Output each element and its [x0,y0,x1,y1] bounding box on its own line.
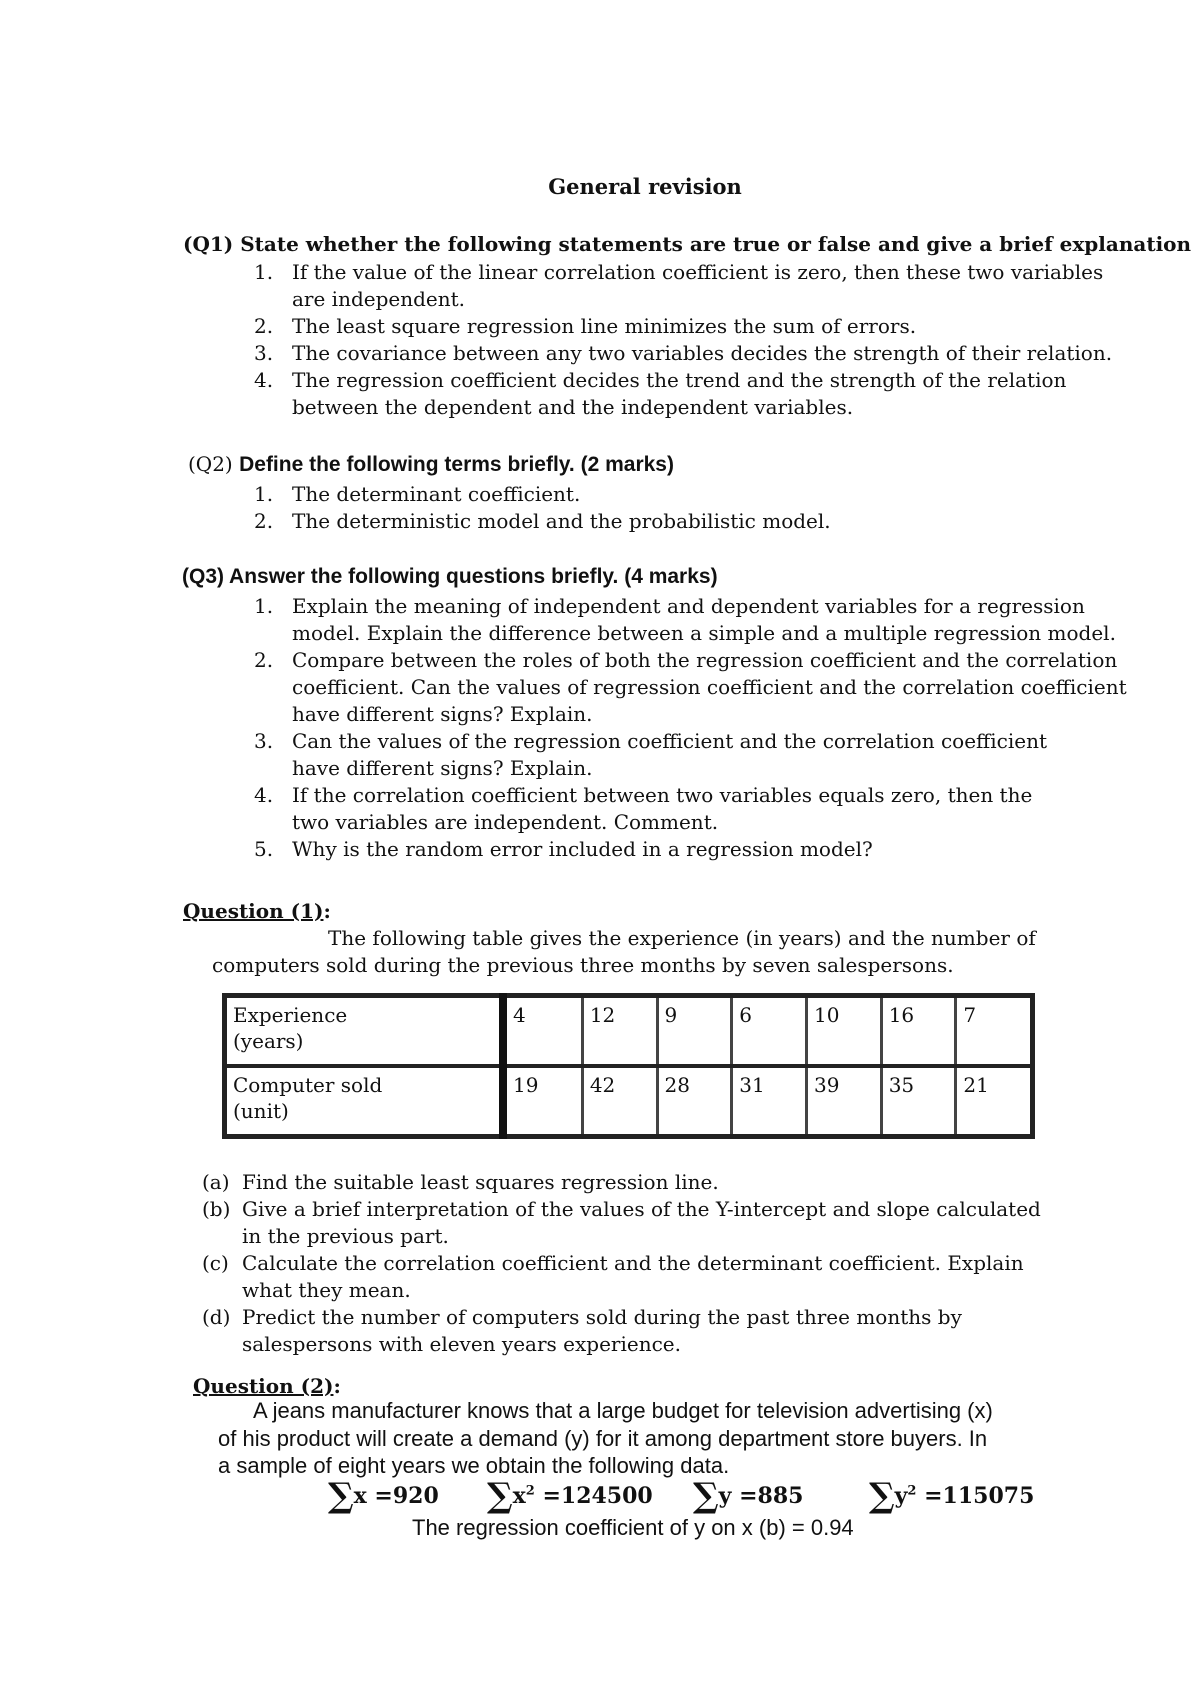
list-item: 2. The deterministic model and the probabilistic model. [254,509,831,533]
table-cell: 7 [956,996,1033,1067]
list-item: 4. The regression coefficient decides the trend and the strength of the relation between the dependent and the independent variables. [254,368,1067,419]
q2-list [254,481,831,535]
table-row-label: Experience (years) [225,996,504,1067]
table-cell: 10 [806,996,881,1067]
table-cell: 42 [582,1066,657,1137]
question2-intro-line1: A jeans manufacturer knows that a large budget for television advertising (x) [253,1398,993,1423]
q3-heading: (Q3) Answer the following questions briefly. (4 marks) [182,565,718,588]
sum-x: ∑x =920 [328,1476,439,1516]
table-row [225,1066,1033,1137]
table-cell: 31 [732,1066,807,1137]
list-item: 2. Compare between the roles of both the regression coefficient and the correlation coefficient. Can the values of regression coefficient and the correlation coefficient have different signs? Explain. [254,648,1127,726]
question1-label: Question (1): [183,899,331,923]
table-cell: 39 [806,1066,881,1137]
list-item: 5. Why is the random error included in a regression model? [254,837,873,861]
sum-y-squared: $\sum y^2 =115075$ [869,1476,1035,1516]
table-cell: 21 [956,1066,1033,1137]
table-cell: 12 [582,996,657,1067]
list-item: 3. Can the values of the regression coefficient and the correlation coefficient have different signs? Explain. [254,729,1047,780]
question1-parts [202,1169,1041,1358]
q3-list [254,593,1127,863]
table-cell: 16 [881,996,956,1067]
table-cell: 35 [881,1066,956,1137]
page-title: General revision [548,174,742,199]
list-item: (c) Calculate the correlation coefficient and the determinant coefficient. Explain what they mean. [202,1251,1024,1302]
table-cell: 9 [657,996,732,1067]
question2-label: Question (2): [193,1374,341,1398]
question2-intro-line2: of his product will create a demand (y) for it among department store buyers. In [218,1426,988,1451]
table-row [225,996,1033,1067]
list-item: 1. Explain the meaning of independent and dependent variables for a regression model. Explain the difference between a simple and a multiple regression model. [254,594,1116,645]
question1-intro-line1: The following table gives the experience (in years) and the number of [328,926,1036,950]
experience-sales-table [222,993,1035,1139]
regression-coefficient-note: The regression coefficient of y on x (b) = 0.94 [412,1515,854,1540]
table-row-label: Computer sold (unit) [233,1073,383,1123]
question2-intro-line3: a sample of eight years we obtain the following data. [218,1453,730,1478]
list-item: (a) Find the suitable least squares regression line. [202,1170,719,1194]
table-cell: 19 [503,1066,582,1137]
table-cell: 6 [732,996,807,1067]
list-item: 4. If the correlation coefficient between two variables equals zero, then the two variables are independent. Comment. [254,783,1033,834]
question1-intro-line2: computers sold during the previous three months by seven salespersons. [212,953,954,977]
table-cell: 28 [657,1066,732,1137]
sum-y: ∑y =885 [693,1476,804,1516]
list-item: 1. If the value of the linear correlation coefficient is zero, then these two variables are independent. [254,260,1104,311]
list-item: (d) Predict the number of computers sold during the past three months by salespersons with eleven years experience. [202,1305,962,1356]
list-item: 2. The least square regression line minimizes the sum of errors. [254,314,917,338]
sum-x-squared: $\sum x^2 =124500$ [487,1476,653,1516]
list-item: (b) Give a brief interpretation of the values of the Y-intercept and slope calculated in the previous part. [202,1197,1041,1248]
list-item: 1. The determinant coefficient. [254,482,581,506]
table-cell: 4 [503,996,582,1067]
list-item: 3. The covariance between any two variables decides the strength of their relation. [254,341,1113,365]
q2-heading: (Q2) Define the following terms briefly. (2 marks) [188,452,674,476]
q1-list [254,259,1112,421]
q1-heading: (Q1) State whether the following statements are true or false and give a brief explanation [183,232,1192,256]
